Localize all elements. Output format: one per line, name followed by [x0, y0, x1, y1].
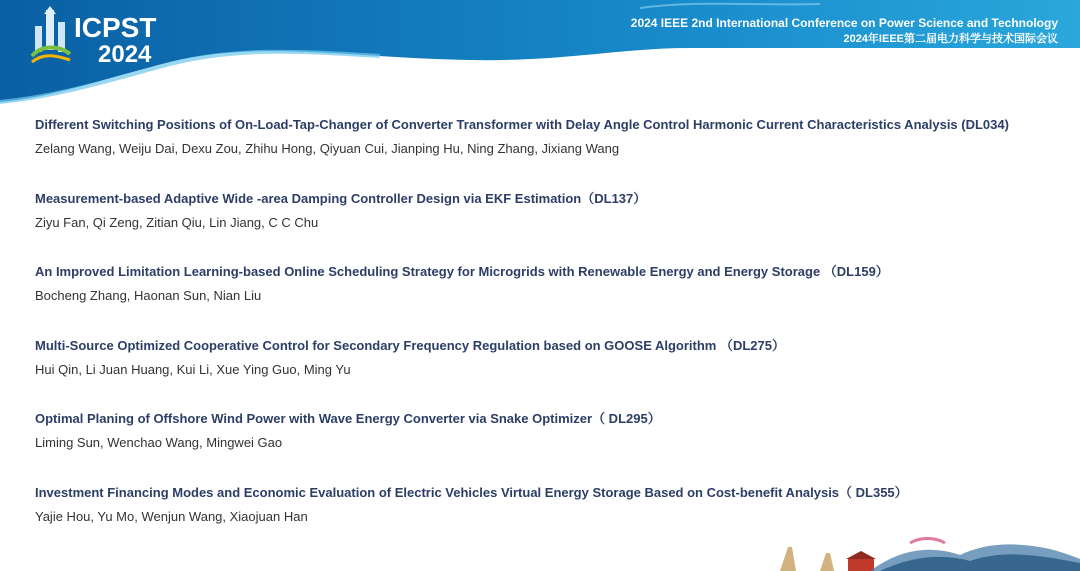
paper-entry	[35, 190, 1070, 264]
paper-title: Investment Financing Modes and Economic Evaluation of Electric Vehicles Virtual Energy Storage Based on Cost-benefit Analysis（ DL355）	[35, 484, 908, 500]
paper-authors: Zelang Wang, Weiju Dai, Dexu Zou, Zhihu Hong, Qiyuan Cui, Jianping Hu, Ning Zhang, Jixiang Wang	[35, 141, 620, 156]
paper-entry	[35, 337, 1070, 411]
paper-authors: Ziyu Fan, Qi Zeng, Zitian Qiu, Lin Jiang, C C Chu	[35, 214, 319, 230]
paper-entry	[35, 410, 1070, 484]
paper-title: Different Switching Positions of On-Load-Tap-Changer of Converter Transformer with Delay Angle Control Harmonic Current Characteristics Analysis (DL034)	[35, 117, 1009, 132]
conference-title	[631, 15, 1058, 47]
logo-name: ICPST	[74, 12, 157, 43]
paper-entry	[35, 263, 1070, 337]
conference-logo	[30, 4, 160, 68]
logo-wordmark	[74, 14, 156, 67]
logo-year: 2024	[98, 41, 152, 68]
paper-list	[35, 116, 1070, 558]
paper-authors: Hui Qin, Li Juan Huang, Kui Li, Xue Ying Guo, Ming Yu	[35, 361, 351, 377]
logo-emblem-icon	[30, 6, 72, 66]
paper-authors: Liming Sun, Wenchao Wang, Mingwei Gao	[35, 435, 283, 451]
paper-title: Measurement-based Adaptive Wide -area Damping Controller Design via EKF Estimation（DL137）	[35, 190, 647, 206]
paper-authors: Bocheng Zhang, Haonan Sun, Nian Liu	[35, 288, 262, 304]
paper-title: Optimal Planing of Offshore Wind Power with Wave Energy Converter via Snake Optimizer（ DL295）	[35, 411, 661, 427]
paper-entry	[35, 116, 1070, 190]
paper-authors: Yajie Hou, Yu Mo, Wenjun Wang, Xiaojuan Han	[35, 508, 308, 524]
paper-title: Multi-Source Optimized Cooperative Control for Secondary Frequency Regulation based on GOOSE Algorithm （DL275）	[35, 337, 786, 353]
conference-title-en: 2024 IEEE 2nd International Conference on Power Science and Technology	[630, 16, 1058, 30]
conference-title-zh: 2024年IEEE第二届电力科学与技术国际会议	[843, 33, 1058, 45]
footer-landscape-decoration	[760, 535, 1080, 571]
paper-title: An Improved Limitation Learning-based Online Scheduling Strategy for Microgrids with Renewable Energy and Energy Storage （DL159）	[35, 264, 889, 280]
